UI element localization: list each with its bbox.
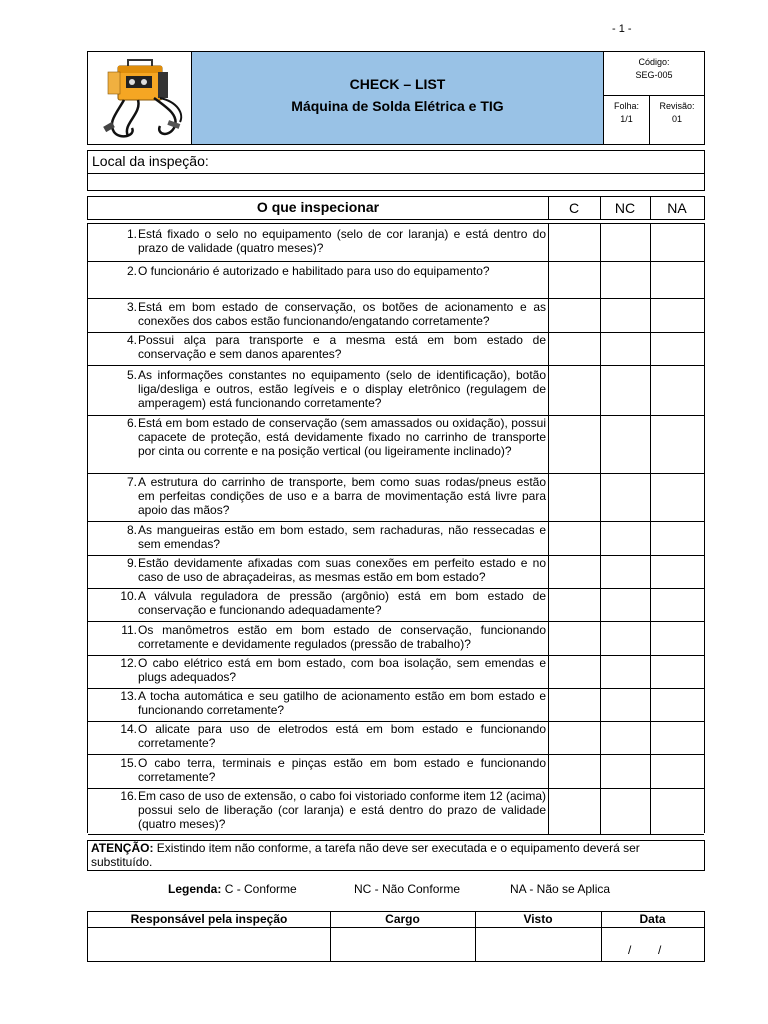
sheet-value: 1/1 — [620, 114, 633, 124]
checklist-item — [88, 473, 704, 522]
visa-header: Visto — [523, 912, 553, 926]
check-nc-cell[interactable] — [600, 473, 651, 521]
responsible-header: Responsável pela inspeção — [130, 912, 288, 926]
checklist-item — [88, 655, 704, 689]
item-text: Está em bom estado de conservação, os botões de acionamento e as conexões dos cabos estão funcionando/engatando corretamente? — [138, 300, 546, 328]
date-header: Data — [639, 912, 666, 926]
column-c: C — [548, 197, 601, 219]
item-text: Estão devidamente afixadas com suas conexões em perfeito estado e no caso de uso de abraçadeiras, as mesmas estão em bom estado? — [138, 556, 546, 584]
checklist-item — [88, 365, 704, 416]
check-c-cell[interactable] — [548, 415, 601, 473]
check-c-cell[interactable] — [548, 224, 601, 261]
checklist-item — [88, 621, 704, 656]
checklist-item — [88, 332, 704, 366]
check-c-cell[interactable] — [548, 688, 601, 721]
checklist-item — [88, 298, 704, 333]
checklist-item — [88, 555, 704, 589]
item-number: 14. — [120, 722, 137, 736]
check-nc-cell[interactable] — [600, 298, 651, 332]
checklist-item — [88, 721, 704, 755]
checklist-item — [88, 788, 704, 835]
item-text: Está em bom estado de conservação (sem amassados ou oxidação), possui capacete de proteção, está devidamente fixado no carrinho de transporte por cinta ou corrente e na posição vertical (ou ligeiramente inclinado)? — [138, 416, 546, 458]
checklist-item — [88, 521, 704, 556]
revision-box — [650, 96, 704, 144]
item-number: 16. — [120, 789, 137, 803]
welding-machine-icon — [88, 52, 192, 144]
page-number: - 1 - — [612, 23, 632, 35]
checklist-item — [88, 261, 704, 299]
item-text: Os manômetros estão em bom estado de conservação, funcionando corretamente e devidamente regulados (pressão de trabalho)? — [138, 623, 546, 651]
check-nc-cell[interactable] — [600, 261, 651, 298]
item-number: 6. — [126, 416, 137, 430]
item-text: As mangueiras estão em bom estado, sem rachaduras, não ressecadas e sem emendas? — [138, 523, 546, 551]
check-c-cell[interactable] — [548, 365, 601, 415]
check-c-cell[interactable] — [548, 332, 601, 365]
check-na-cell[interactable] — [650, 588, 705, 621]
revision-label: Revisão: — [659, 101, 695, 111]
item-text: A tocha automática e seu gatilho de acionamento estão em bom estado e funcionando corretamente? — [138, 689, 546, 717]
check-nc-cell[interactable] — [600, 754, 651, 788]
inspection-location — [87, 150, 705, 191]
legend — [168, 882, 297, 896]
check-na-cell[interactable] — [650, 754, 705, 788]
sheet-label: Folha: — [613, 101, 639, 111]
check-nc-cell[interactable] — [600, 365, 651, 415]
revision-value: 01 — [671, 114, 682, 124]
item-number: 15. — [120, 756, 137, 770]
check-c-cell[interactable] — [548, 298, 601, 332]
check-c-cell[interactable] — [548, 261, 601, 298]
check-na-cell[interactable] — [650, 721, 705, 754]
item-number: 9. — [126, 556, 137, 570]
item-number: 12. — [120, 656, 137, 670]
title-box — [192, 52, 604, 144]
item-number: 10. — [120, 589, 137, 603]
check-c-cell[interactable] — [548, 588, 601, 621]
item-text: O alicate para uso de eletrodos está em bom estado e funcionando corretamente? — [138, 722, 546, 750]
check-na-cell[interactable] — [650, 655, 705, 688]
item-number: 11. — [121, 623, 137, 637]
check-na-cell[interactable] — [650, 688, 705, 721]
item-text: Em caso de uso de extensão, o cabo foi vistoriado conforme item 12 (acima) possui selo de liberação (cor laranja) e está dentro do prazo de validade (quatro meses)? — [138, 789, 546, 831]
check-c-cell[interactable] — [548, 655, 601, 688]
code-box — [604, 52, 704, 96]
check-c-cell[interactable] — [548, 521, 601, 555]
item-number: 4. — [126, 333, 137, 347]
code-label: Código: — [638, 57, 670, 67]
checklist-item — [88, 688, 704, 722]
check-na-cell[interactable] — [650, 415, 705, 473]
sheet-box — [604, 96, 650, 144]
check-nc-cell[interactable] — [600, 332, 651, 365]
role-header: Cargo — [385, 912, 420, 926]
check-nc-cell[interactable] — [600, 621, 651, 655]
checklist-header — [87, 196, 705, 220]
item-text: O cabo terra, terminais e pinças estão em bom estado e funcionando corretamente? — [138, 756, 546, 784]
item-text: Está fixado o selo no equipamento (selo de cor laranja) e está dentro do prazo de validade (quatro meses)? — [138, 227, 546, 255]
check-c-cell[interactable] — [548, 788, 601, 834]
checklist-items — [87, 223, 705, 833]
check-na-cell[interactable] — [650, 621, 705, 655]
check-na-cell[interactable] — [650, 365, 705, 415]
check-nc-cell[interactable] — [600, 224, 651, 261]
document-subtitle: Máquina de Solda Elétrica e TIG — [291, 98, 504, 114]
signature-table — [87, 911, 705, 962]
check-c-cell[interactable] — [548, 754, 601, 788]
document-title: CHECK – LIST — [349, 76, 446, 92]
check-nc-cell[interactable] — [600, 655, 651, 688]
warning-label: ATENÇÃO: — [91, 841, 154, 855]
check-nc-cell[interactable] — [600, 721, 651, 754]
check-na-cell[interactable] — [650, 473, 705, 521]
column-na: NA — [667, 200, 687, 216]
check-na-cell[interactable] — [650, 332, 705, 365]
checklist-item — [88, 224, 704, 262]
item-text: O cabo elétrico está em bom estado, com boa isolação, sem emendas e plugs adequados? — [138, 656, 546, 684]
check-c-cell[interactable] — [548, 621, 601, 655]
check-c-cell[interactable] — [548, 473, 601, 521]
check-nc-cell[interactable] — [600, 788, 651, 834]
check-c-cell[interactable] — [548, 721, 601, 754]
location-label: Local da inspeção: — [92, 153, 209, 169]
item-text: A válvula reguladora de pressão (argônio) está em bom estado de conservação e funcionando adequadamente? — [138, 589, 546, 617]
check-na-cell[interactable] — [650, 261, 705, 298]
item-text: A estrutura do carrinho de transporte, bem como suas rodas/pneus estão em perfeitas condições de uso e a barra de movimentação está livre para apoio das mãos? — [138, 475, 546, 517]
check-nc-cell[interactable] — [600, 415, 651, 473]
check-na-cell[interactable] — [650, 555, 705, 588]
column-what: O que inspecionar — [88, 197, 549, 219]
legend-c: C - Conforme — [224, 882, 297, 896]
date-field[interactable]: / / — [628, 943, 662, 957]
item-text: Possui alça para transporte e a mesma está em bom estado de conservação e sem danos aparentes? — [138, 333, 546, 361]
item-number: 7. — [126, 475, 137, 489]
item-number: 2. — [126, 264, 137, 278]
check-na-cell[interactable] — [650, 298, 705, 332]
check-c-cell[interactable] — [548, 555, 601, 588]
item-number: 1. — [126, 227, 137, 241]
column-nc: NC — [600, 197, 651, 219]
item-number: 5. — [126, 368, 137, 382]
location-label-row — [88, 151, 704, 174]
check-nc-cell[interactable] — [600, 588, 651, 621]
checklist-item — [88, 754, 704, 789]
check-nc-cell[interactable] — [600, 521, 651, 555]
legend-label: Legenda: — [168, 882, 222, 896]
check-nc-cell[interactable] — [600, 555, 651, 588]
check-na-cell[interactable] — [650, 788, 705, 834]
legend-na: NA - Não se Aplica — [510, 882, 611, 896]
code-value: SEG-005 — [635, 70, 673, 80]
item-number: 3. — [126, 300, 137, 314]
item-text: O funcionário é autorizado e habilitado para uso do equipamento? — [138, 264, 490, 278]
document-header — [87, 51, 705, 145]
checklist-item — [88, 588, 704, 622]
checklist-item — [88, 415, 704, 474]
check-na-cell[interactable] — [650, 521, 705, 555]
check-nc-cell[interactable] — [600, 688, 651, 721]
check-na-cell[interactable] — [650, 224, 705, 261]
item-number: 8. — [126, 523, 137, 537]
warning-text: Existindo item não conforme, a tarefa não deve ser executada e o equipamento deverá ser substituído. — [91, 841, 640, 869]
item-number: 13. — [120, 689, 137, 703]
item-text: As informações constantes no equipamento (selo de identificação), botão liga/desliga e outros, estão legíveis e o display eletrônico (regulagem de amperagem) está funcionando corretamente? — [138, 368, 546, 410]
warning-note — [87, 840, 705, 871]
legend-nc: NC - Não Conforme — [354, 882, 461, 896]
